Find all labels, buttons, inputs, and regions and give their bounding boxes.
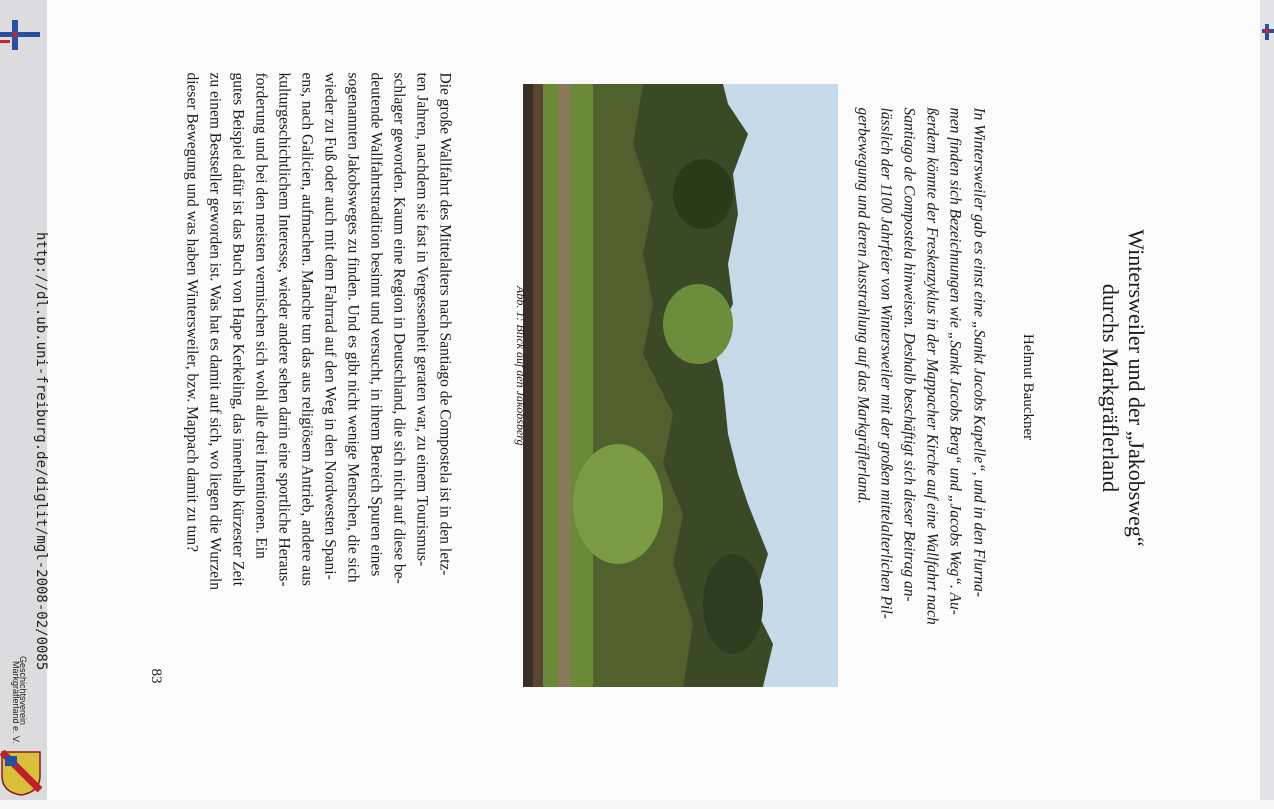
body-line: forderung und bei den meisten vermischen sich wohl alle drei Intentionen. Ein bbox=[252, 72, 269, 559]
page-number: 83 bbox=[148, 668, 164, 684]
figure-caption: Abb. 1: Blick auf den Jakobsberg bbox=[514, 286, 528, 446]
body-line: ens, nach Galicien, aufmachen. Manche tun das aus religiösem Antrieb, andere aus bbox=[298, 72, 315, 586]
publisher-line-2: Markgräflerland e. V. bbox=[11, 661, 21, 744]
abstract-line: Santiago de Compostela hinweisen. Deshalb beschäftigt sich dieser Beitrag an- bbox=[900, 107, 918, 602]
body-line: gutes Beispiel dafür ist das Buch von Hape Kerkeling, das innerhalb kürzester Zeit bbox=[229, 72, 246, 587]
abstract-line: lässlich der 1100 Jahrfeier von Wintersweiler mit der großen mittelalterlichen Pil- bbox=[877, 107, 895, 619]
body-line: sogenannten Jakobsweges zu finden. Und es gibt nicht wenige Menschen, die sich bbox=[344, 72, 361, 583]
university-logo-icon bbox=[0, 20, 40, 50]
body-line: dieser Bewegung und was haben Wintersweiler, bzw. Mappach damit zu tun? bbox=[183, 72, 200, 553]
article-title-line-2: durchs Markgräflerland bbox=[1098, 283, 1123, 493]
abstract-line: men finden sich Bezeichnungen wie „Sankt Jacobs Berg“ und „Jacobs Weg“. Au- bbox=[946, 107, 964, 615]
body-line: kulturgeschichtlichem Interesse, wieder andere sehen darin eine sportliche Heraus- bbox=[275, 72, 292, 587]
body-line: deutende Wallfahrtstradition besinnt und versucht, in ihrem Bereich Spuren eines bbox=[367, 72, 384, 577]
coat-of-arms-icon bbox=[0, 750, 42, 796]
publisher-line-1: Geschichtsverein bbox=[18, 656, 28, 726]
body-line: zu einem Bestseller geworden ist. Was hat es damit auf sich, wo liegen die Wurzeln bbox=[206, 72, 223, 591]
university-logo-icon bbox=[1262, 24, 1274, 40]
abstract-line: gerbewegung und deren Ausstrahlung auf das Markgräflerland. bbox=[854, 107, 871, 505]
viewer-right-margin bbox=[1260, 0, 1274, 800]
figure-photo-jakobsberg bbox=[523, 84, 838, 687]
abstract-line: ßerdem könnte der Freskenzyklus in der Mappacher Kirche auf eine Wallfahrt nach bbox=[923, 107, 941, 625]
article-title-line-1: Wintersweiler und der „Jakobsweg“ bbox=[1124, 229, 1149, 547]
body-line: schlager geworden. Kaum eine Region in Deutschland, die sich nicht auf diese be- bbox=[390, 72, 407, 584]
article-author: Helmut Bauckner bbox=[1020, 333, 1036, 441]
body-line: Die große Wallfahrt des Mittelalters nach Santiago de Compostela ist in den letz- bbox=[436, 72, 453, 576]
body-line: wieder zu Fuß oder auch mit dem Fahrrad auf den Weg in den Nordwesten Spani- bbox=[321, 72, 338, 580]
abstract-line: In Wintersweiler gab es einst eine „Sankt Jacobs Kapelle“, und in den Flurna- bbox=[970, 107, 987, 597]
body-line: ten Jahren, nachdem sie fast in Vergessenheit geraten war, zu einem Tourismus- bbox=[413, 72, 430, 567]
source-url[interactable]: http://dl.ub.uni-freiburg.de/diglit/mgl-2008-02/0085 bbox=[33, 232, 49, 671]
